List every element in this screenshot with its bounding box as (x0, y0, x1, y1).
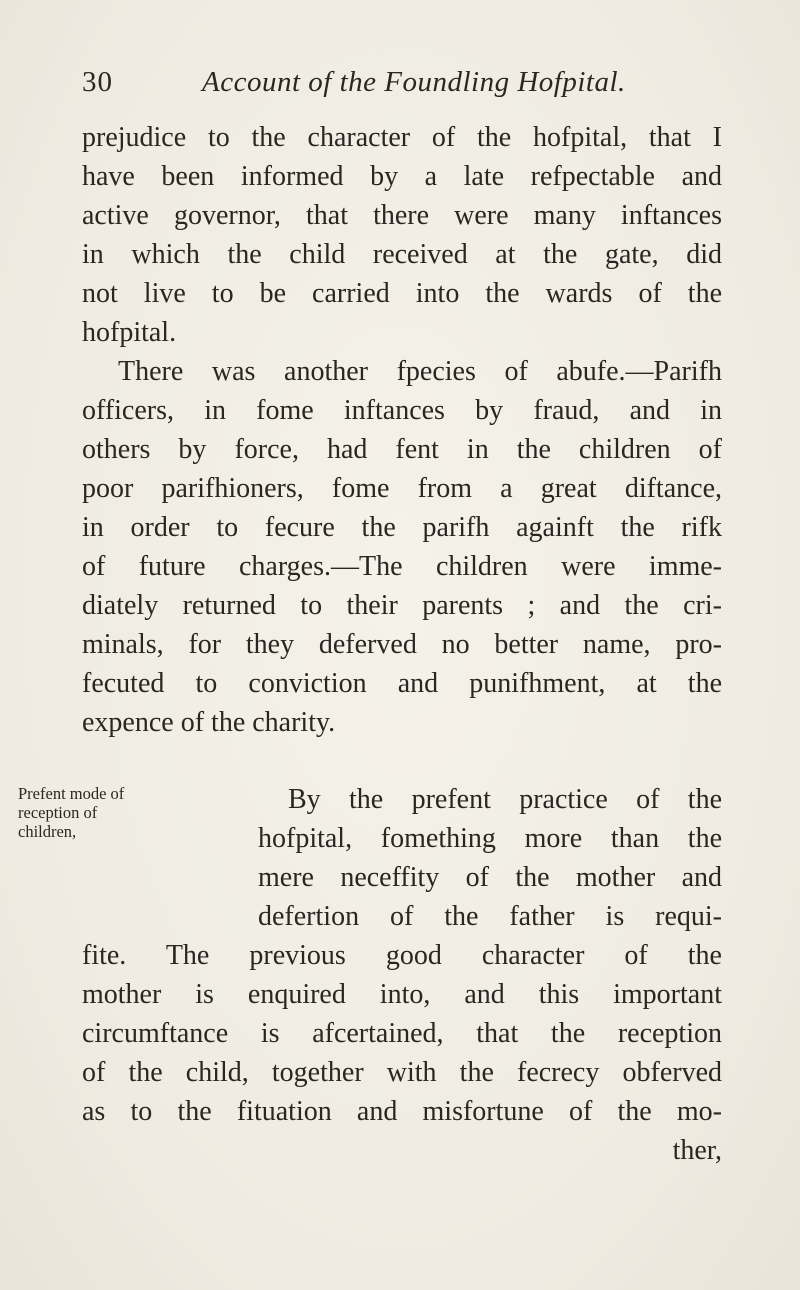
margin-note (18, 784, 238, 841)
margin-note-line: Prefent mode of (18, 784, 125, 803)
text-line: poor parifhioners, fome from a great diftance, (82, 473, 722, 504)
text-line: fite. The previous good character of the (82, 940, 722, 971)
text-line: mother is enquired into, and this important (82, 979, 722, 1010)
running-title: Account of the Foundling Hofpital. (202, 66, 626, 98)
margin-note-line: reception of (18, 803, 98, 822)
text-line: defertion of the father is requi- (258, 901, 722, 932)
text-line: There was another fpecies of abufe.—Parifh (118, 356, 722, 387)
text-line: of the child, together with the fecrecy obferved (82, 1057, 722, 1088)
text-line: in order to fecure the parifh againft the rifk (82, 512, 722, 543)
text-line: officers, in fome inftances by fraud, and in (82, 395, 722, 426)
text-line: in which the child received at the gate, did (82, 239, 722, 270)
paragraph-3-continued (82, 897, 722, 1170)
text-line: prejudice to the character of the hofpital, that I (82, 122, 722, 153)
text-line: others by force, had fent in the children of (82, 434, 722, 465)
text-line: mere neceffity of the mother and (258, 862, 722, 893)
text-line: hofpital. (82, 317, 177, 348)
page-number: 30 (82, 66, 113, 98)
paragraph-2 (82, 352, 722, 742)
text-line: of future charges.—The children were imme- (82, 551, 722, 582)
text-line: have been informed by a late refpectable and (82, 161, 722, 192)
text-line: circumftance is afcertained, that the reception (82, 1018, 722, 1049)
text-line: diately returned to their parents ; and the cri- (82, 590, 722, 621)
text-line: By the prefent practice of the (288, 784, 722, 815)
text-line: hofpital, fomething more than the (258, 823, 722, 854)
text-line: fecuted to conviction and punifhment, at the (82, 668, 722, 699)
catchword: ther, (672, 1135, 722, 1166)
text-line: active governor, that there were many inftances (82, 200, 722, 231)
paragraph-3-indented (258, 780, 722, 897)
text-line: as to the fituation and misfortune of the mo- (82, 1096, 722, 1127)
text-line: minals, for they deferved no better name, pro- (82, 629, 722, 660)
text-line: expence of the charity. (82, 707, 336, 738)
margin-note-line: children, (18, 822, 77, 841)
text-line: not live to be carried into the wards of the (82, 278, 722, 309)
running-head (82, 66, 722, 110)
paragraph-1 (82, 118, 722, 352)
